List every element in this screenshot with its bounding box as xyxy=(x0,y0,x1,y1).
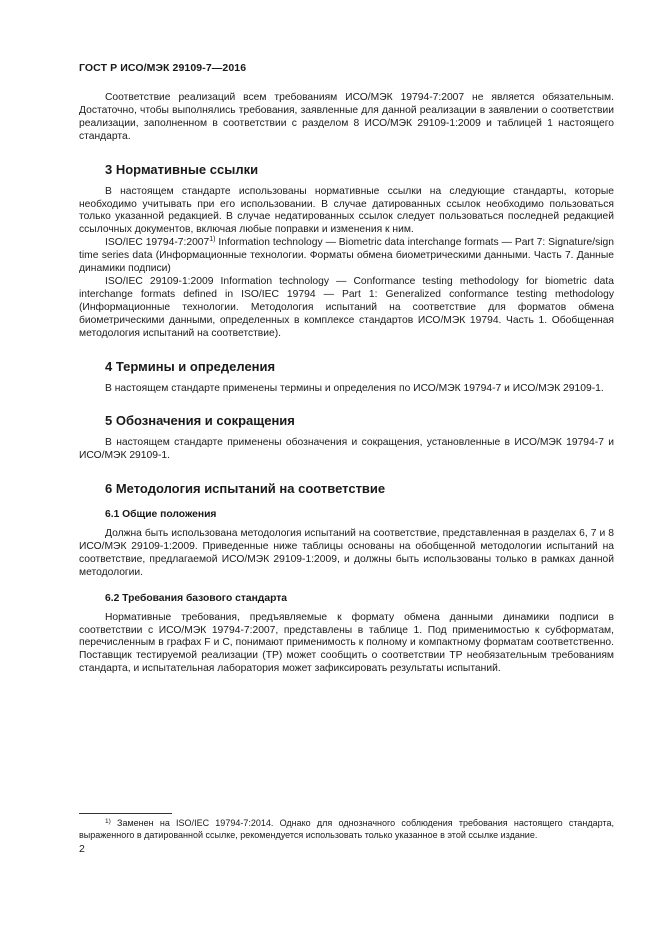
section-5-paragraph: В настоящем стандарте применены обозначения и сокращения, установленные в ИСО/МЭК 19794-7 и ИСО/МЭК 29109-1. xyxy=(79,437,614,462)
footnote xyxy=(79,818,614,841)
footnote-divider xyxy=(79,813,172,814)
subsection-6-1-heading: 6.1 Общие положения xyxy=(105,509,217,521)
intro-paragraph: Соответствие реализаций всем требованиям ИСО/МЭК 19794-7:2007 не является обязательным. Достаточно, чтобы выполнялись требования, заявленные для данной реализации в заявлении о соответствии реализации, заполненном в соответствии с разделом 8 ИСО/МЭК 29109-1:2009 и таблицей 1 настоящего стандарта. xyxy=(79,92,614,142)
subsection-6-2-heading: 6.2 Требования базового стандарта xyxy=(105,592,287,604)
subsection-6-1-paragraph: Должна быть использована методология испытаний на соответствие, представленная в разделах 6, 7 и 8 ИСО/МЭК 29109-1:2009. Приведенные ниже таблицы основаны на обобщенной методологии испытаний на соответствие, предлагаемой ИСО/МЭК 29109-1:2009, и должны быть использованы только в рамках данной методологии. xyxy=(79,528,614,578)
running-header: ГОСТ Р ИСО/МЭК 29109-7—2016 xyxy=(79,62,247,74)
section-6-heading: 6 Методология испытаний на соответствие xyxy=(105,481,386,497)
footnote-marker: 1) xyxy=(209,236,216,244)
section-3-heading: 3 Нормативные ссылки xyxy=(105,161,259,177)
footnote-number: 1) xyxy=(105,818,111,825)
page-number: 2 xyxy=(79,843,85,855)
normative-reference-2: ISO/IEC 29109-1:2009 Information technology — Conformance testing methodology for biometric data interchange formats defined in ISO/IEC 19794 — Part 1: Generalized conformance testing methodology (Информационные технологии. Методология испытаний на соответствие для форматов обмена биометрическими данными, определенных в комплексе стандартов ИСО/МЭК 19794. Часть 1. Обобщенная методология испытаний на соответствие). xyxy=(79,275,614,339)
reference-title: Information technology — Biometric data interchange formats — Part 7: Signature/sign time series data (Информационные технологии. Форматы обмена биометрическими данными. Часть 7. Данные динамики подписи) xyxy=(79,237,614,275)
footnote-text: Заменен на ISO/IEC 19794-7:2014. Однако для однозначного соблюдения требования настоящего стандарта, выраженного в датированной ссылке, рекомендуется использовать только указанное в этой ссылке издание. xyxy=(79,818,614,840)
section-3-paragraph: В настоящем стандарте использованы нормативные ссылки на следующие стандарты, которые необходимо учитывать при его использовании. В случае датированных ссылок необходимо пользоваться только указанной редакцией. В случае недатированных ссылок следует пользоваться последней редакцией ссылочных документов, включая любые поправки и изменения к ним. xyxy=(79,185,614,236)
page-body xyxy=(79,92,614,676)
subsection-6-2-paragraph: Нормативные требования, предъявляемые к формату обмена данными динамики подписи в соответствии с ИСО/МЭК 19794-7:2007, представлены в таблице 1. Под применимостью к субформатам, перечисленным в графах F и C, понимают применимость к полному и компактному форматам соответственно. Поставщик тестируемой реализации (ТР) может сообщить о соответствии ТР необязательным требованиям стандарта, и испытательная лаборатория может зафиксировать результаты испытаний. xyxy=(79,611,614,675)
reference-code: ISO/IEC 19794-7:2007 xyxy=(105,237,210,249)
section-5-heading: 5 Обозначения и сокращения xyxy=(105,413,295,429)
section-4-heading: 4 Термины и определения xyxy=(105,358,276,374)
section-4-paragraph: В настоящем стандарте применены термины и определения по ИСО/МЭК 19794-7 и ИСО/МЭК 29109-1. xyxy=(105,382,604,394)
normative-reference-1 xyxy=(79,237,614,276)
